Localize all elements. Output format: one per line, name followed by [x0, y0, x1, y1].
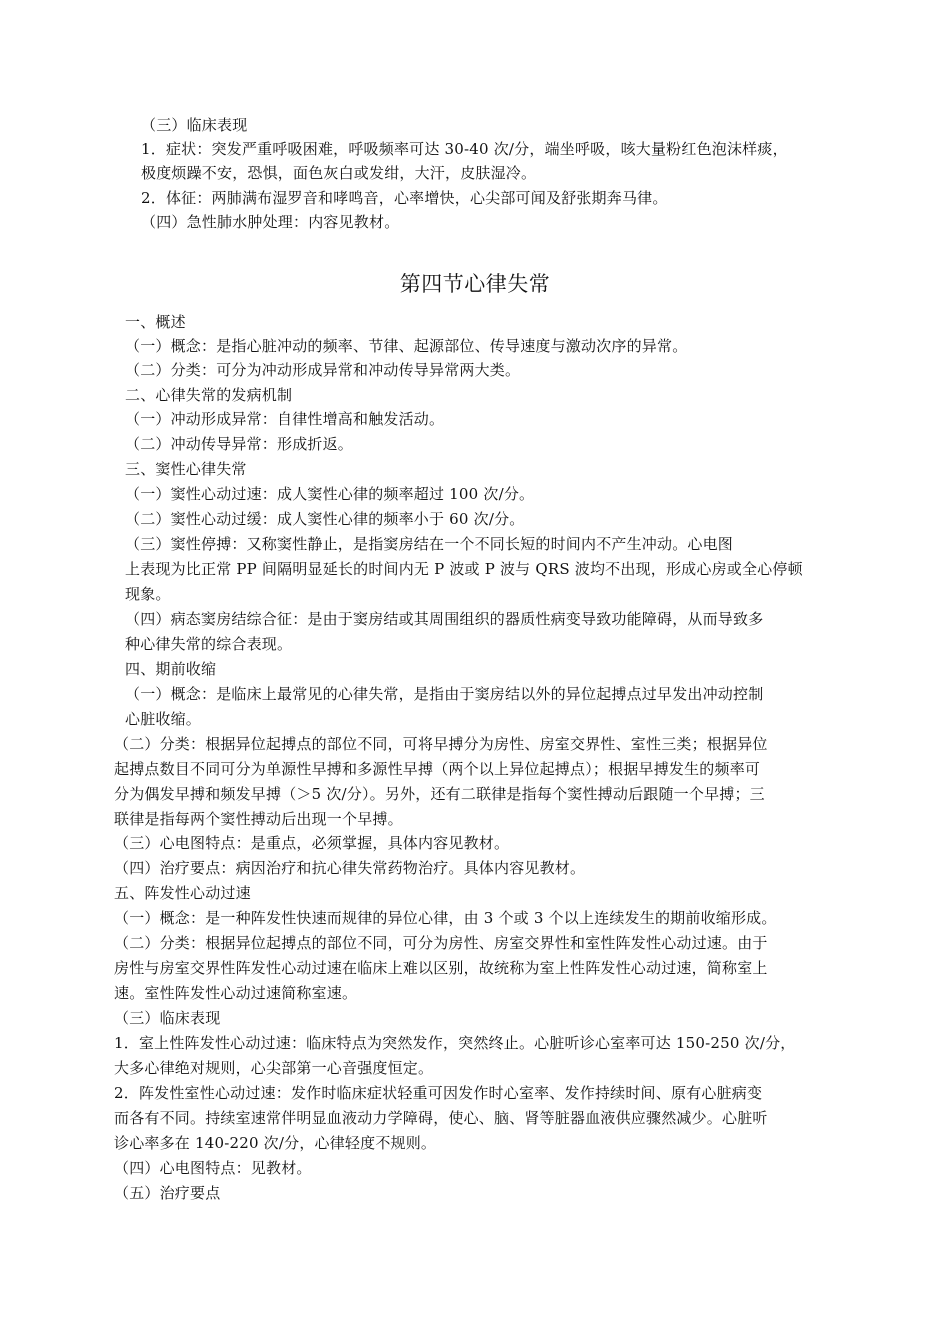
heading-line: 二、心律失常的发病机制 — [125, 386, 293, 404]
paragraph-line: 而各有不同。持续室速常伴明显血液动力学障碍，使心、脑、肾等脏器血液供应骤然减少。心脏听 — [114, 1109, 768, 1127]
paragraph-line: （五）治疗要点 — [114, 1184, 221, 1202]
paragraph-line: （四）心电图特点：见教材。 — [114, 1159, 312, 1177]
paragraph-line: （一）概念：是一种阵发性快速而规律的异位心律，由 3 个或 3 个以上连续发生的期前收缩形成。 — [114, 909, 777, 927]
paragraph-line: （四）急性肺水肿处理：内容见教材。 — [141, 213, 400, 231]
paragraph-line: （二）分类：根据异位起搏点的部位不同，可分为房性、房室交界性和室性阵发性心动过速。由于 — [114, 934, 768, 952]
paragraph-line: （二）窦性心动过缓：成人窦性心律的频率小于 60 次/分。 — [125, 510, 525, 528]
paragraph-line: （三）窦性停搏：又称窦性静止，是指窦房结在一个不同长短的时间内不产生冲动。心电图 — [125, 535, 734, 553]
paragraph-line: 联律是指每两个窦性搏动后出现一个早搏。 — [114, 810, 403, 828]
paragraph-line: 房性与房室交界性阵发性心动过速在临床上难以区别，故统称为室上性阵发性心动过速，简称室上 — [114, 959, 768, 977]
paragraph-line: （四）治疗要点：病因治疗和抗心律失常药物治疗。具体内容见教材。 — [114, 859, 586, 877]
paragraph-line: （三）临床表现 — [114, 1009, 221, 1027]
paragraph-line: （一）概念：是临床上最常见的心律失常，是指由于窦房结以外的异位起搏点过早发出冲动控制 — [125, 685, 764, 703]
paragraph-line: 分为偶发早搏和频发早搏（＞5 次/分）。另外，还有二联律是指每个窦性搏动后跟随一个早搏；三 — [114, 785, 765, 803]
paragraph-line: 大多心律绝对规则，心尖部第一心音强度恒定。 — [114, 1059, 434, 1077]
heading-line: 一、概述 — [125, 313, 186, 331]
paragraph-line: 2．阵发性室性心动过速：发作时临床症状轻重可因发作时心室率、发作持续时间、原有心脏病变 — [114, 1084, 763, 1102]
section-title: 第四节心律失常 — [399, 272, 551, 296]
paragraph-line: 诊心率多在 140-220 次/分，心律轻度不规则。 — [114, 1134, 437, 1152]
paragraph-line: 速。室性阵发性心动过速简称室速。 — [114, 984, 358, 1002]
paragraph-line: 起搏点数目不同可分为单源性早搏和多源性早搏（两个以上异位起搏点）；根据早搏发生的频率可 — [114, 760, 761, 778]
paragraph-line: 现象。 — [125, 585, 171, 603]
paragraph-line: （三）心电图特点：是重点，必须掌握，具体内容见教材。 — [114, 834, 510, 852]
paragraph-line: （三）临床表现 — [141, 116, 248, 134]
paragraph-line: 1．症状：突发严重呼吸困难，呼吸频率可达 30-40 次/分，端坐呼吸，咳大量粉红色泡沫样痰， — [141, 140, 788, 158]
heading-line: 三、窦性心律失常 — [125, 460, 247, 478]
paragraph-line: 1．室上性阵发性心动过速：临床特点为突然发作，突然终止。心脏听诊心室率可达 150-250 次/分， — [114, 1034, 796, 1052]
paragraph-line: 极度烦躁不安，恐惧，面色灰白或发绀，大汗，皮肤湿冷。 — [141, 164, 537, 182]
paragraph-line: 种心律失常的综合表现。 — [125, 635, 293, 653]
paragraph-line: （二）分类：可分为冲动形成异常和冲动传导异常两大类。 — [125, 361, 521, 379]
paragraph-line: 心脏收缩。 — [125, 710, 202, 728]
paragraph-line: （一）概念：是指心脏冲动的频率、节律、起源部位、传导速度与激动次序的异常。 — [125, 337, 688, 355]
paragraph-line: 上表现为比正常 PP 间隔明显延长的时间内无 P 波或 P 波与 QRS 波均不出现，形成心房或全心停顿 — [125, 560, 803, 578]
paragraph-line: （一）冲动形成异常：自律性增高和触发活动。 — [125, 410, 445, 428]
heading-line: 四、期前收缩 — [125, 660, 217, 678]
paragraph-line: （四）病态窦房结综合征：是由于窦房结或其周围组织的器质性病变导致功能障碍，从而导致多 — [125, 610, 764, 628]
paragraph-line: 2．体征：两肺满布湿罗音和哮鸣音，心率增快，心尖部可闻及舒张期奔马律。 — [141, 189, 668, 207]
paragraph-line: （一）窦性心动过速：成人窦性心律的频率超过 100 次/分。 — [125, 485, 535, 503]
paragraph-line: （二）分类：根据异位起搏点的部位不同，可将早搏分为房性、房室交界性、室性三类；根据异位 — [114, 735, 768, 753]
heading-line: 五、阵发性心动过速 — [114, 884, 251, 902]
paragraph-line: （二）冲动传导异常：形成折返。 — [125, 435, 354, 453]
